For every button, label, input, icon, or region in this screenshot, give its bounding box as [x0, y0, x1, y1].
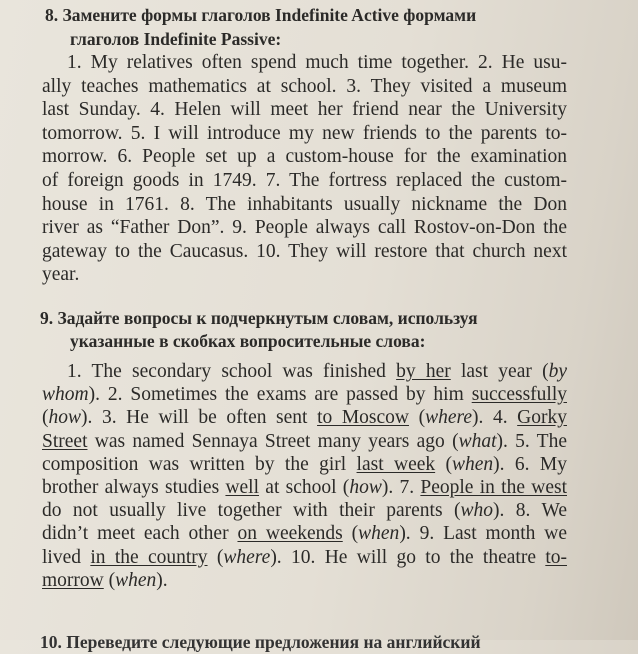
italic-text: when: [115, 569, 157, 591]
text-segment: at school (: [259, 477, 350, 498]
text-line: [42, 453, 567, 477]
text-segment: year.: [42, 264, 80, 286]
text-segment: ). 3. He will be often sent: [81, 407, 318, 429]
text-line: [42, 169, 567, 193]
underlined-text: by her: [396, 361, 451, 382]
text-segment: (: [408, 407, 426, 429]
text-line: [42, 430, 567, 454]
text-segment: (: [42, 407, 49, 429]
text-line: [42, 216, 567, 240]
italic-text: by: [548, 361, 567, 382]
text-line: [42, 522, 567, 546]
underlined-text: to-: [545, 546, 567, 568]
text-line: [42, 406, 567, 430]
underlined-text: Gorky: [517, 407, 567, 429]
text-line: [67, 360, 567, 384]
italic-text: how: [48, 407, 82, 429]
text-segment: ).: [156, 569, 168, 591]
text-segment: river as “Father Don”. 9. People always call Rostov-on-Don the: [42, 217, 567, 239]
text-line: [42, 569, 567, 593]
exercise-8-heading: 8. Замените формы глаголов Indefinite Active формами: [45, 5, 477, 25]
italic-text: when: [358, 523, 400, 545]
text-line: [42, 98, 567, 122]
text-line: [42, 383, 567, 407]
text-segment: do not usually live together with their parents (: [42, 500, 461, 522]
underlined-text: last week: [356, 453, 436, 475]
text-line: [42, 476, 567, 500]
text-segment: last year (: [450, 361, 549, 382]
text-line: [67, 51, 567, 75]
text-segment: (: [207, 546, 224, 568]
underlined-text: on weekends: [237, 523, 343, 545]
italic-text: when: [452, 453, 494, 475]
text-segment: composition was written by the girl: [42, 453, 357, 475]
text-segment: of foreign goods in 1749. 7. The fortress replaced the custom-: [42, 170, 567, 191]
text-line: [42, 499, 567, 523]
exercise-9-heading-cont: указанные в скобках вопросительные слова:: [70, 331, 426, 351]
text-line: [42, 240, 567, 264]
underlined-text: People in the west: [420, 477, 567, 498]
text-segment: gateway to the Caucasus. 10. They will restore that church next: [42, 240, 567, 262]
exercise-8-heading-cont: глаголов Indefinite Passive:: [70, 29, 282, 49]
text-segment: brother always studies: [42, 477, 226, 498]
italic-text: where: [425, 407, 472, 429]
italic-text: whom: [42, 384, 89, 406]
underlined-text: morrow: [42, 569, 104, 591]
text-segment: tomorrow. 5. I will introduce my new friends to the parents to-: [42, 122, 567, 144]
text-line: [42, 193, 567, 217]
underlined-text: Street: [42, 430, 88, 452]
text-line: [42, 263, 567, 287]
text-segment: didn’t meet each other: [42, 523, 238, 545]
text-line: [42, 145, 567, 169]
italic-text: where: [223, 546, 271, 568]
text-line: [42, 75, 567, 99]
text-segment: was named Sennaya Street many years ago (: [87, 430, 459, 452]
text-segment: (: [342, 523, 359, 545]
text-segment: 1. The secondary school was finished: [67, 361, 397, 382]
text-segment: last Sunday. 4. Helen will meet her friend near the University: [42, 99, 567, 121]
text-segment: ally teaches mathematics at school. 3. They visited a museum: [42, 75, 567, 97]
text-segment: ). 6. My: [493, 453, 567, 475]
text-segment: ). 9. Last month we: [399, 523, 568, 545]
text-line: [42, 546, 567, 570]
text-segment: ). 8. We: [493, 500, 567, 522]
underlined-text: to Moscow: [317, 407, 409, 429]
italic-text: how: [349, 477, 382, 498]
exercise-10-heading: 10. Переведите следующие предложения на английский: [40, 632, 481, 652]
exercise-9-heading: 9. Задайте вопросы к подчеркнутым словам, используя: [40, 308, 478, 328]
text-segment: ). 5. The: [496, 430, 567, 452]
text-segment: ). 4.: [472, 407, 518, 429]
italic-text: who: [460, 500, 493, 522]
text-segment: (: [103, 569, 116, 591]
underlined-text: well: [225, 477, 260, 498]
text-segment: ). 2. Sometimes the exams are passed by him: [88, 384, 472, 406]
text-segment: ). 7.: [381, 477, 421, 498]
text-segment: morrow. 6. People set up a custom-house for the examination: [42, 146, 567, 168]
text-segment: (: [435, 453, 452, 475]
underlined-text: successfully: [471, 384, 567, 406]
text-segment: 1. My relatives often spend much time together. 2. He usu-: [67, 52, 567, 73]
text-line: [42, 122, 567, 146]
underlined-text: in the country: [90, 546, 208, 568]
text-segment: ). 10. He will go to the theatre: [270, 546, 546, 568]
text-segment: lived: [42, 546, 91, 568]
italic-text: what: [458, 430, 497, 452]
text-segment: house in 1761. 8. The inhabitants usually nickname the Don: [42, 193, 567, 215]
